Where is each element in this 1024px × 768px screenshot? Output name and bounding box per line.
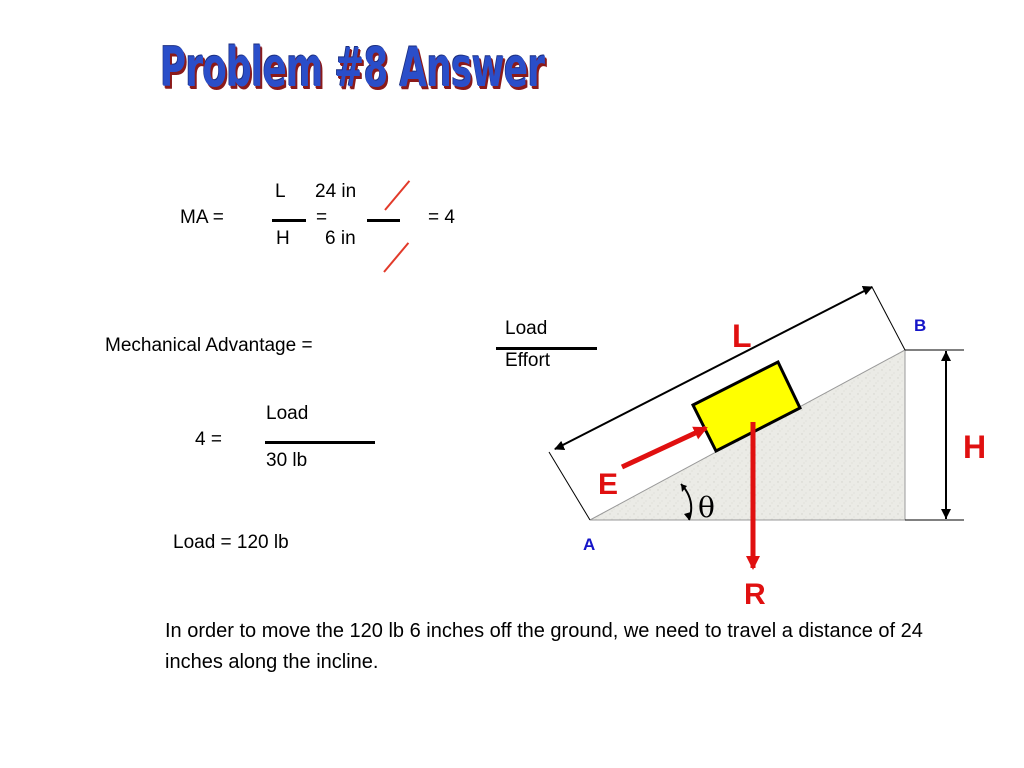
definition-numerator: Load — [505, 318, 548, 339]
explanation-text: In order to move the 120 lb 6 inches off the ground, we need to travel a distance of 24 inches along the incline. — [165, 620, 923, 673]
point-A: A — [583, 535, 596, 554]
ma-den-symbol: H — [276, 228, 290, 249]
ma-den-value: 6 in — [325, 228, 356, 249]
point-B: B — [914, 316, 927, 335]
label-theta: θ — [698, 491, 715, 524]
definition-denominator: Effort — [505, 350, 551, 371]
substitution-denominator: 30 lb — [266, 450, 308, 471]
ma-num-value: 24 in — [315, 181, 357, 202]
effort-arrow — [622, 428, 706, 467]
substitution-lhs: 4 = — [195, 429, 222, 450]
substitution-numerator: Load — [266, 403, 309, 424]
ma-equals: = — [316, 207, 328, 228]
label-E: E — [598, 468, 619, 501]
label-H: H — [963, 429, 987, 465]
ma-lhs: MA = — [180, 207, 224, 228]
ma-num-symbol: L — [275, 181, 286, 202]
result-line: Load = 120 lb — [173, 532, 289, 553]
label-L: L — [732, 318, 752, 354]
definition-label: Mechanical Advantage = — [105, 335, 313, 356]
ma-result: = 4 — [428, 207, 455, 228]
length-extension-high — [872, 287, 905, 350]
slide-title: Problem #8 Answer — [160, 36, 545, 99]
label-R: R — [744, 578, 766, 611]
length-extension-low — [549, 452, 590, 520]
